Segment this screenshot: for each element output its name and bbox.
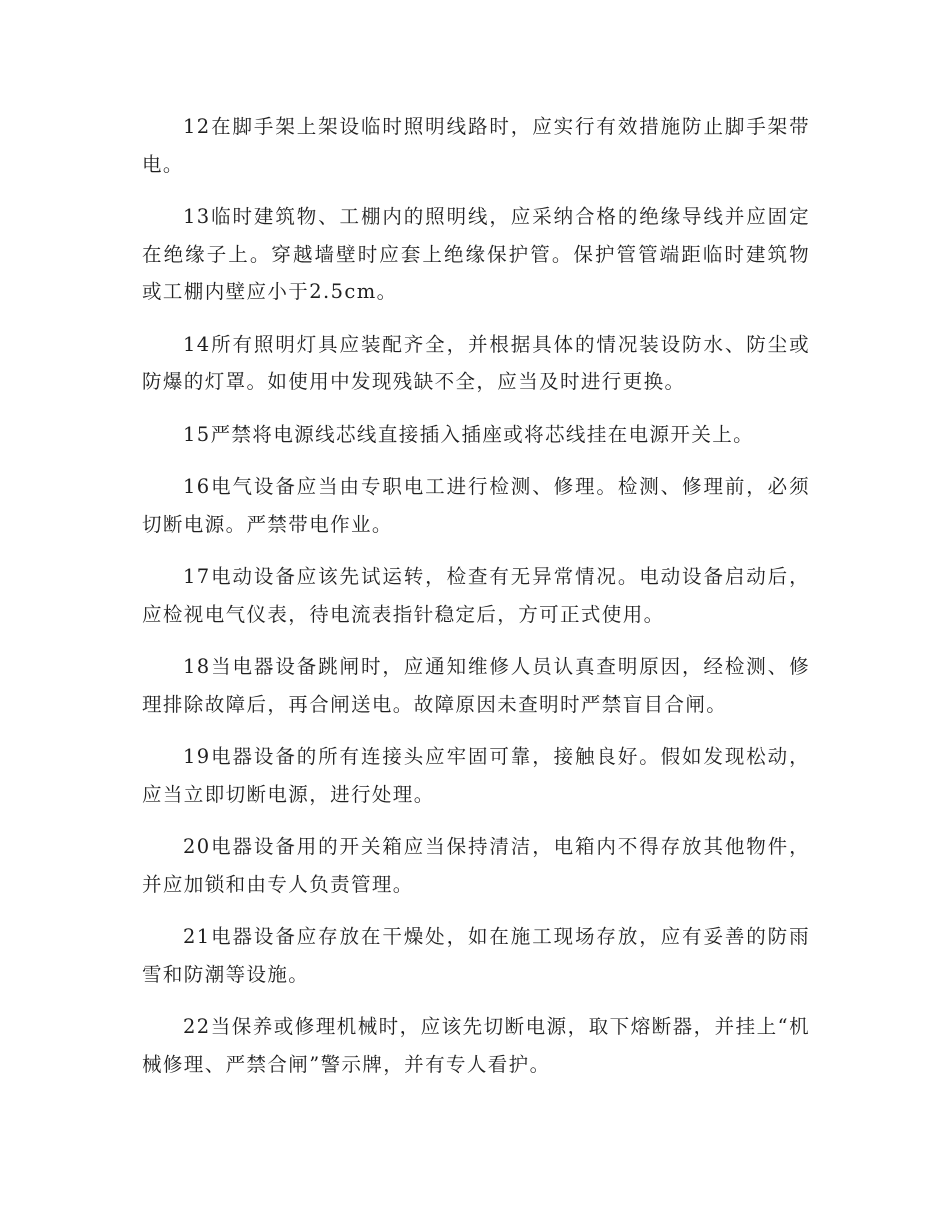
paragraph-13: 13临时建筑物、工棚内的照明线，应采纳合格的绝缘导线并应固定在绝缘子上。穿越墙壁时应套上绝缘保护管。保护管管端距临时建筑物或工棚内壁应小于2.5cm。 [142,205,810,303]
paragraph-14: 14所有照明灯具应装配齐全，并根据具体的情况装设防水、防尘或防爆的灯罩。如使用中发现残缺不全，应当及时进行更换。 [142,332,810,393]
paragraph-18: 18当电器设备跳闸时，应通知维修人员认真查明原因，经检测、修理排除故障后，再合闸送电。故障原因未查明时严禁盲目合闸。 [142,655,810,716]
paragraph-21: 21电器设备应存放在干燥处，如在施工现场存放，应有妥善的防雨雪和防潮等设施。 [142,925,810,986]
document-body [142,108,810,1098]
paragraph-22: 22当保养或修理机械时，应该先切断电源，取下熔断器，并挂上“机械修理、严禁合闸”警示牌，并有专人看护。 [142,1015,810,1076]
paragraph-20: 20电器设备用的开关箱应当保持清洁，电箱内不得存放其他物件，并应加锁和由专人负责管理。 [142,835,810,896]
paragraph-16: 16电气设备应当由专职电工进行检测、修理。检测、修理前，必须切断电源。严禁带电作业。 [142,475,810,536]
paragraph-15: 15严禁将电源线芯线直接插入插座或将芯线挂在电源开关上。 [183,422,755,446]
paragraph-19: 19电器设备的所有连接头应牢固可靠，接触良好。假如发现松动，应当立即切断电源，进行处理。 [142,745,810,806]
paragraph-12: 12在脚手架上架设临时照明线路时，应实行有效措施防止脚手架带电。 [142,115,810,176]
paragraph-17: 17电动设备应该先试运转，检查有无异常情况。电动设备启动后，应检视电气仪表，待电流表指针稳定后，方可正式使用。 [142,565,810,626]
